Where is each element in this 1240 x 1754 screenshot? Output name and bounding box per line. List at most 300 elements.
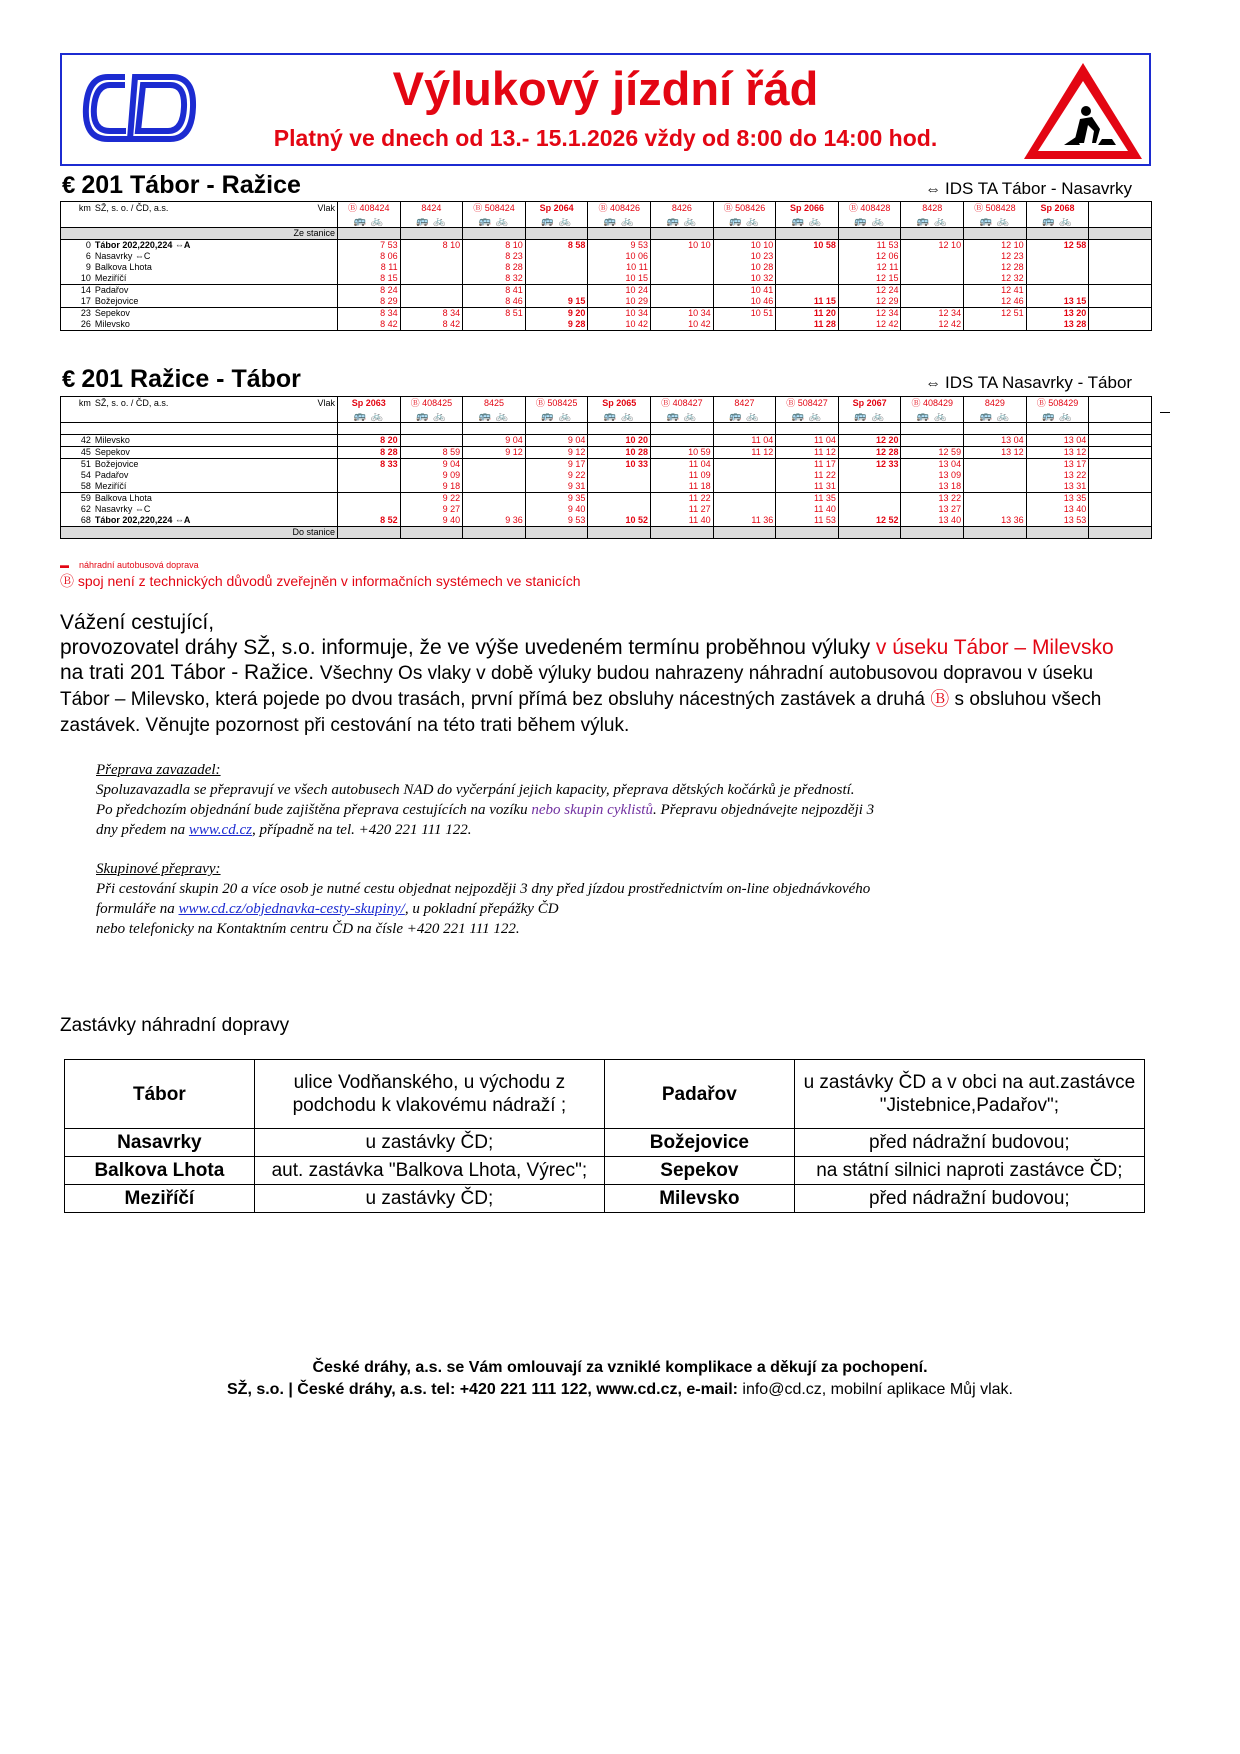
bus-bike-icon: 🚌 🚲: [964, 215, 1027, 228]
bus-bike-icon: 🚌 🚲: [901, 215, 964, 228]
time-cell: 12 06: [838, 251, 901, 262]
time-cell: 10 59: [651, 447, 714, 459]
time-cell: 10 23: [713, 251, 776, 262]
validity-subtitle: Platný ve dnech od 13.- 15.1.2026 vždy od 8:00 do 14:00 hod.: [273, 125, 938, 151]
time-cell: 12 42: [838, 319, 901, 331]
time-cell: 10 28: [588, 447, 651, 459]
stop-location: před nádražní budovou;: [794, 1185, 1144, 1213]
time-cell: 8 06: [337, 251, 400, 262]
time-cell: [463, 504, 526, 515]
timetable-2-ids: ⇔ IDS TA Nasavrky - Tábor: [925, 373, 1133, 392]
time-cell: 12 11: [838, 262, 901, 273]
time-cell: [651, 435, 714, 447]
time-cell: [525, 251, 588, 262]
time-cell: 10 34: [651, 308, 714, 320]
time-cell: [1026, 251, 1089, 262]
station-name: Sepekov: [93, 308, 338, 320]
km-cell: 58: [61, 481, 93, 493]
time-cell: 13 12: [1026, 447, 1089, 459]
bus-bike-icon: 🚌 🚲: [651, 215, 714, 228]
station-name: Nasavrky ⇔C: [93, 251, 338, 262]
time-cell: 9 53: [588, 240, 651, 252]
header-box: [60, 53, 1151, 166]
time-cell: 8 24: [337, 285, 400, 297]
km-cell: 9: [61, 262, 93, 273]
station-name: Balkova Lhota: [93, 262, 338, 273]
time-cell: 11 22: [776, 470, 839, 481]
ids-arrows-icon: ⇔: [925, 375, 941, 392]
margin-mark: [1160, 412, 1170, 413]
stop-location: u zastávky ČD;: [254, 1185, 604, 1213]
time-cell: 13 04: [901, 459, 964, 471]
line-arrow-icon: €: [62, 172, 76, 199]
timetable-row: [61, 251, 1152, 262]
km-cell: 10: [61, 273, 93, 285]
ids-arrows-icon: ⇔: [925, 181, 941, 198]
time-cell: 11 12: [713, 447, 776, 459]
train-number: Sp 2067: [838, 397, 901, 411]
km-cell: 45: [61, 447, 93, 459]
station-name: Sepekov: [93, 447, 338, 459]
time-cell: 11 18: [651, 481, 714, 493]
time-cell: 13 28: [1026, 319, 1089, 331]
time-cell: 12 58: [1026, 240, 1089, 252]
time-cell: 12 10: [901, 240, 964, 252]
time-cell: 9 09: [400, 470, 463, 481]
train-number: Ⓑ 408428: [838, 202, 901, 216]
stops-row: [65, 1129, 1145, 1157]
time-cell: 12 10: [964, 240, 1027, 252]
train-number: Ⓑ 508424: [463, 202, 526, 216]
train-number: 8426: [651, 202, 714, 216]
time-cell: 12 42: [901, 319, 964, 331]
station-name: Milevsko: [93, 319, 338, 331]
station-name: Božejovice: [93, 296, 338, 308]
time-cell: 8 58: [525, 240, 588, 252]
time-cell: 12 46: [964, 296, 1027, 308]
time-cell: [400, 285, 463, 297]
timetable-row: [61, 296, 1152, 308]
time-cell: [776, 285, 839, 297]
empty-cell: [1089, 202, 1152, 216]
stop-location: ulice Vodňanského, u východu z podchodu k vlakovému nádraží ;: [254, 1060, 604, 1129]
time-cell: [901, 273, 964, 285]
train-number: Sp 2065: [588, 397, 651, 411]
time-cell: 11 40: [651, 515, 714, 527]
page-title: Výlukový jízdní řád: [392, 62, 819, 115]
time-cell: [776, 251, 839, 262]
timetable-1: [60, 201, 1152, 331]
train-number: Sp 2064: [525, 202, 588, 216]
time-cell: [838, 504, 901, 515]
km-cell: 26: [61, 319, 93, 331]
time-cell: 11 22: [651, 493, 714, 505]
stops-row: [65, 1060, 1145, 1129]
legend-bus: ▬ náhradní autobusová doprava: [60, 560, 199, 570]
bus-bike-icon: 🚌 🚲: [463, 215, 526, 228]
time-cell: [901, 435, 964, 447]
time-cell: 9 36: [463, 515, 526, 527]
stop-name: Sepekov: [604, 1157, 794, 1185]
stops-row: [65, 1185, 1145, 1213]
timetable-row: [61, 470, 1152, 481]
time-cell: 10 24: [588, 285, 651, 297]
bus-icon: ▬: [60, 560, 69, 570]
time-cell: 8 34: [337, 308, 400, 320]
timetable-2: [60, 396, 1152, 539]
train-number: Ⓑ 408426: [588, 202, 651, 216]
bus-bike-icon: 🚌 🚲: [588, 410, 651, 423]
stops-row: [65, 1157, 1145, 1185]
timetable-1-ids: ⇔ IDS TA Tábor - Nasavrky: [925, 179, 1133, 198]
train-number: 8428: [901, 202, 964, 216]
time-cell: [588, 481, 651, 493]
time-cell: [588, 470, 651, 481]
operator-header: SŽ, s. o. / ČD, a.s. Vlak: [93, 397, 338, 411]
time-cell: [525, 273, 588, 285]
timetable-row: [61, 459, 1152, 471]
time-cell: [1026, 273, 1089, 285]
timetable-row: [61, 319, 1152, 331]
time-cell: 12 28: [964, 262, 1027, 273]
bus-bike-icon: 🚌 🚲: [1026, 410, 1089, 423]
time-cell: 10 51: [713, 308, 776, 320]
empty-cell: [1089, 397, 1152, 411]
time-cell: 8 28: [463, 262, 526, 273]
timetable-row: [61, 447, 1152, 459]
km-header: km: [61, 397, 93, 411]
time-cell: 10 42: [588, 319, 651, 331]
timetable-row: [61, 515, 1152, 527]
time-cell: 9 31: [525, 481, 588, 493]
train-number-row: [61, 397, 1152, 411]
stop-location: u zastávky ČD;: [254, 1129, 604, 1157]
time-cell: 13 40: [1026, 504, 1089, 515]
time-cell: 9 04: [400, 459, 463, 471]
km-cell: 51: [61, 459, 93, 471]
time-cell: [400, 262, 463, 273]
icon-row: [61, 410, 1152, 423]
time-cell: 13 53: [1026, 515, 1089, 527]
bus-bike-icon: 🚌 🚲: [525, 215, 588, 228]
time-cell: 10 34: [588, 308, 651, 320]
intro-text: [60, 610, 1140, 738]
time-cell: 11 28: [776, 319, 839, 331]
time-cell: [651, 262, 714, 273]
footer-apology: České dráhy, a.s. se Vám omlouvají za vzniklé komplikace a děkují za pochopení.: [312, 1359, 928, 1376]
station-name: Tábor 202,220,224 ⇔A: [93, 240, 338, 252]
time-cell: 11 17: [776, 459, 839, 471]
greeting: Vážení cestující,: [60, 611, 215, 634]
timetable-row: [61, 240, 1152, 252]
train-number: 8424: [400, 202, 463, 216]
km-cell: 68: [61, 515, 93, 527]
stop-location: aut. zastávka "Balkova Lhota, Výrec";: [254, 1157, 604, 1185]
time-cell: 11 09: [651, 470, 714, 481]
stops-table: [64, 1059, 1145, 1213]
time-cell: [400, 251, 463, 262]
time-cell: [400, 296, 463, 308]
timetable-row: [61, 262, 1152, 273]
train-number: Ⓑ 508427: [776, 397, 839, 411]
time-cell: 12 29: [838, 296, 901, 308]
stop-name: Božejovice: [604, 1129, 794, 1157]
bus-bike-icon: 🚌 🚲: [400, 410, 463, 423]
line-arrow-icon: €: [62, 366, 76, 393]
station-name: Padařov: [93, 470, 338, 481]
time-cell: 8 32: [463, 273, 526, 285]
time-cell: 12 41: [964, 285, 1027, 297]
time-cell: 9 12: [525, 447, 588, 459]
station-name: Balkova Lhota: [93, 493, 338, 505]
time-cell: 9 12: [463, 447, 526, 459]
km-cell: 23: [61, 308, 93, 320]
time-cell: 13 40: [901, 515, 964, 527]
time-cell: [964, 459, 1027, 471]
time-cell: 11 20: [776, 308, 839, 320]
bus-bike-icon: 🚌 🚲: [776, 215, 839, 228]
train-number: 8429: [964, 397, 1027, 411]
time-cell: 8 10: [463, 240, 526, 252]
time-cell: 9 22: [400, 493, 463, 505]
intro-paragraph: provozovatel dráhy SŽ, s.o. informuje, že ve výše uvedeném termínu proběhnou výluky v úseku Tábor – Milevsko na trati 201 Tábor - Ražice. Všechny Os vlaky v době výluky budou nahrazeny náhradní autobusovou dopravou v úseku Tábor – Milevsko, která pojede po dvou trasách, první přímá bez obsluhy nácestných zastávek a druhá Ⓑ s obsluhou všech zastávek. Věnujte pozornost při cestování na této trati během výluk.: [60, 636, 1114, 736]
timetable-row: [61, 504, 1152, 515]
station-label-row: [61, 228, 1152, 240]
train-number: Sp 2063: [337, 397, 400, 411]
time-cell: [713, 459, 776, 471]
stop-name: Balkova Lhota: [65, 1157, 255, 1185]
time-cell: 12 28: [838, 447, 901, 459]
time-cell: 9 04: [463, 435, 526, 447]
bus-bike-icon: 🚌 🚲: [838, 410, 901, 423]
stop-location: u zastávky ČD a v obci na aut.zastávce "Jistebnice,Padařov";: [794, 1060, 1144, 1129]
time-cell: 10 29: [588, 296, 651, 308]
time-cell: 8 42: [400, 319, 463, 331]
time-cell: [964, 504, 1027, 515]
time-cell: 11 12: [776, 447, 839, 459]
timetable-row: [61, 493, 1152, 505]
bus-bike-icon: 🚌 🚲: [337, 215, 400, 228]
time-cell: 9 35: [525, 493, 588, 505]
time-cell: 9 40: [525, 504, 588, 515]
time-cell: [776, 273, 839, 285]
time-cell: 13 36: [964, 515, 1027, 527]
train-number: Ⓑ 408424: [337, 202, 400, 216]
time-cell: [1026, 262, 1089, 273]
cd-link[interactable]: www.cd.cz: [188, 822, 252, 838]
time-cell: [525, 285, 588, 297]
station-label: Ze stanice: [93, 228, 338, 240]
time-cell: 9 17: [525, 459, 588, 471]
time-cell: 10 15: [588, 273, 651, 285]
station-name: Padařov: [93, 285, 338, 297]
time-cell: 8 59: [400, 447, 463, 459]
bus-bike-icon: 🚌 🚲: [1026, 215, 1089, 228]
stop-name: Padařov: [604, 1060, 794, 1129]
timetable-1-heading: € 201 Tábor - Ražice: [62, 171, 301, 199]
time-cell: 11 27: [651, 504, 714, 515]
time-cell: 8 52: [337, 515, 400, 527]
groups-order-link[interactable]: www.cd.cz/objednavka-cesty-skupiny/: [178, 901, 405, 917]
train-number: Ⓑ 508425: [525, 397, 588, 411]
time-cell: 13 22: [901, 493, 964, 505]
station-label: Do stanice: [93, 527, 338, 539]
km-cell: 59: [61, 493, 93, 505]
time-cell: 11 53: [776, 515, 839, 527]
time-cell: 9 53: [525, 515, 588, 527]
time-cell: [713, 481, 776, 493]
timetable-2-heading: € 201 Ražice - Tábor: [62, 365, 301, 393]
time-cell: [901, 296, 964, 308]
train-number: Ⓑ 408425: [400, 397, 463, 411]
timetable-row: [61, 285, 1152, 297]
bus-bike-icon: 🚌 🚲: [463, 410, 526, 423]
time-cell: [713, 493, 776, 505]
time-cell: [651, 296, 714, 308]
time-cell: 13 12: [964, 447, 1027, 459]
time-cell: [337, 470, 400, 481]
time-cell: 7 53: [337, 240, 400, 252]
luggage-section: Přeprava zavazadel: Spoluzavazadla se přepravují ve všech autobusech NAD do vyčerpání jejich kapacity, přeprava dětských kočárků je předností. Po předchozím objednání bude zajištěna přeprava cestujících na vozíku nebo skupin cyklistů. Přepravu objednávejte nejpozději 3 dny předem na www.cd.cz, případně na tel. +420 221 111 122.: [96, 760, 996, 840]
time-cell: [964, 470, 1027, 481]
stops-title: Zastávky náhradní dopravy: [60, 1015, 290, 1036]
train-number: Sp 2068: [1026, 202, 1089, 216]
time-cell: [1026, 285, 1089, 297]
time-cell: 9 40: [400, 515, 463, 527]
time-cell: 10 06: [588, 251, 651, 262]
bus-bike-icon: 🚌 🚲: [400, 215, 463, 228]
time-cell: 13 22: [1026, 470, 1089, 481]
time-cell: [400, 435, 463, 447]
km-cell: 0: [61, 240, 93, 252]
time-cell: 12 34: [901, 308, 964, 320]
time-cell: [463, 319, 526, 331]
time-cell: 11 35: [776, 493, 839, 505]
train-number: 8427: [713, 397, 776, 411]
time-cell: 13 04: [964, 435, 1027, 447]
train-number: 8425: [463, 397, 526, 411]
time-cell: 10 52: [588, 515, 651, 527]
time-cell: 9 20: [525, 308, 588, 320]
time-cell: 8 15: [337, 273, 400, 285]
groups-title: Skupinové přepravy:: [96, 861, 221, 877]
time-cell: [400, 273, 463, 285]
train-number: Sp 2066: [776, 202, 839, 216]
time-cell: 13 15: [1026, 296, 1089, 308]
time-cell: 10 10: [713, 240, 776, 252]
time-cell: 12 34: [838, 308, 901, 320]
time-cell: [838, 481, 901, 493]
time-cell: [463, 493, 526, 505]
km-header: km: [61, 202, 93, 216]
time-cell: [525, 262, 588, 273]
time-cell: 8 41: [463, 285, 526, 297]
time-cell: 11 31: [776, 481, 839, 493]
time-cell: 12 59: [901, 447, 964, 459]
time-cell: 13 17: [1026, 459, 1089, 471]
luggage-title: Přeprava zavazadel:: [96, 762, 221, 778]
spacer-row: [61, 423, 1152, 435]
time-cell: [337, 504, 400, 515]
time-cell: 11 04: [713, 435, 776, 447]
time-cell: [776, 262, 839, 273]
icon-row: [61, 215, 1152, 228]
station-name: Nasavrky ⇔C: [93, 504, 338, 515]
stop-name: Tábor: [65, 1060, 255, 1129]
train-number: Ⓑ 508429: [1026, 397, 1089, 411]
km-cell: 62: [61, 504, 93, 515]
time-cell: 8 33: [337, 459, 400, 471]
time-cell: 8 34: [400, 308, 463, 320]
train-number-row: [61, 202, 1152, 216]
time-cell: [588, 504, 651, 515]
station-name: Meziříčí: [93, 273, 338, 285]
train-number: Ⓑ 508426: [713, 202, 776, 216]
time-cell: [337, 493, 400, 505]
time-cell: [901, 262, 964, 273]
bus-bike-icon: 🚌 🚲: [776, 410, 839, 423]
time-cell: 12 52: [838, 515, 901, 527]
time-cell: 9 27: [400, 504, 463, 515]
time-cell: [337, 481, 400, 493]
time-cell: [964, 481, 1027, 493]
stop-location: na státní silnici naproti zastávce ČD;: [794, 1157, 1144, 1185]
stop-name: Meziříčí: [65, 1185, 255, 1213]
stop-name: Nasavrky: [65, 1129, 255, 1157]
bus-bike-icon: 🚌 🚲: [713, 215, 776, 228]
time-cell: 11 36: [713, 515, 776, 527]
station-name: Tábor 202,220,224 ⇔A: [93, 515, 338, 527]
time-cell: 8 20: [337, 435, 400, 447]
timetable-row: [61, 435, 1152, 447]
bus-bike-icon: 🚌 🚲: [588, 215, 651, 228]
time-cell: [838, 470, 901, 481]
time-cell: 9 15: [525, 296, 588, 308]
train-number: Ⓑ 408427: [651, 397, 714, 411]
time-cell: 10 10: [651, 240, 714, 252]
km-cell: 42: [61, 435, 93, 447]
time-cell: 12 51: [964, 308, 1027, 320]
time-cell: 8 42: [337, 319, 400, 331]
operator-header: SŽ, s. o. / ČD, a.s. Vlak: [93, 202, 338, 216]
station-name: Meziříčí: [93, 481, 338, 493]
time-cell: 10 28: [713, 262, 776, 273]
time-cell: 9 04: [525, 435, 588, 447]
time-cell: 10 32: [713, 273, 776, 285]
time-cell: 12 33: [838, 459, 901, 471]
time-cell: 8 51: [463, 308, 526, 320]
time-cell: 8 23: [463, 251, 526, 262]
time-cell: 12 24: [838, 285, 901, 297]
station-name: Božejovice: [93, 459, 338, 471]
km-cell: 54: [61, 470, 93, 481]
time-cell: 10 58: [776, 240, 839, 252]
time-cell: [651, 273, 714, 285]
time-cell: 8 28: [337, 447, 400, 459]
km-cell: 14: [61, 285, 93, 297]
time-cell: 13 18: [901, 481, 964, 493]
time-cell: [713, 470, 776, 481]
roadworks-sign-icon: [1020, 59, 1146, 163]
stop-name: Milevsko: [604, 1185, 794, 1213]
time-cell: 10 46: [713, 296, 776, 308]
bus-bike-icon: 🚌 🚲: [901, 410, 964, 423]
bus-bike-icon: 🚌 🚲: [525, 410, 588, 423]
groups-section: Skupinové přepravy: Při cestování skupin 20 a více osob je nutné cestu objednat nejpozději 3 dny před jízdou prostřednictvím on-line objednávkového formuláře na www.cd.cz/objednavka-cesty-skupiny/, u pokladní přepážky ČD nebo telefonicky na Kontaktním centru ČD na čísle +420 221 111 122.: [96, 859, 996, 939]
bus-bike-icon: 🚌 🚲: [964, 410, 1027, 423]
time-cell: [651, 251, 714, 262]
bus-bike-icon: 🚌 🚲: [838, 215, 901, 228]
